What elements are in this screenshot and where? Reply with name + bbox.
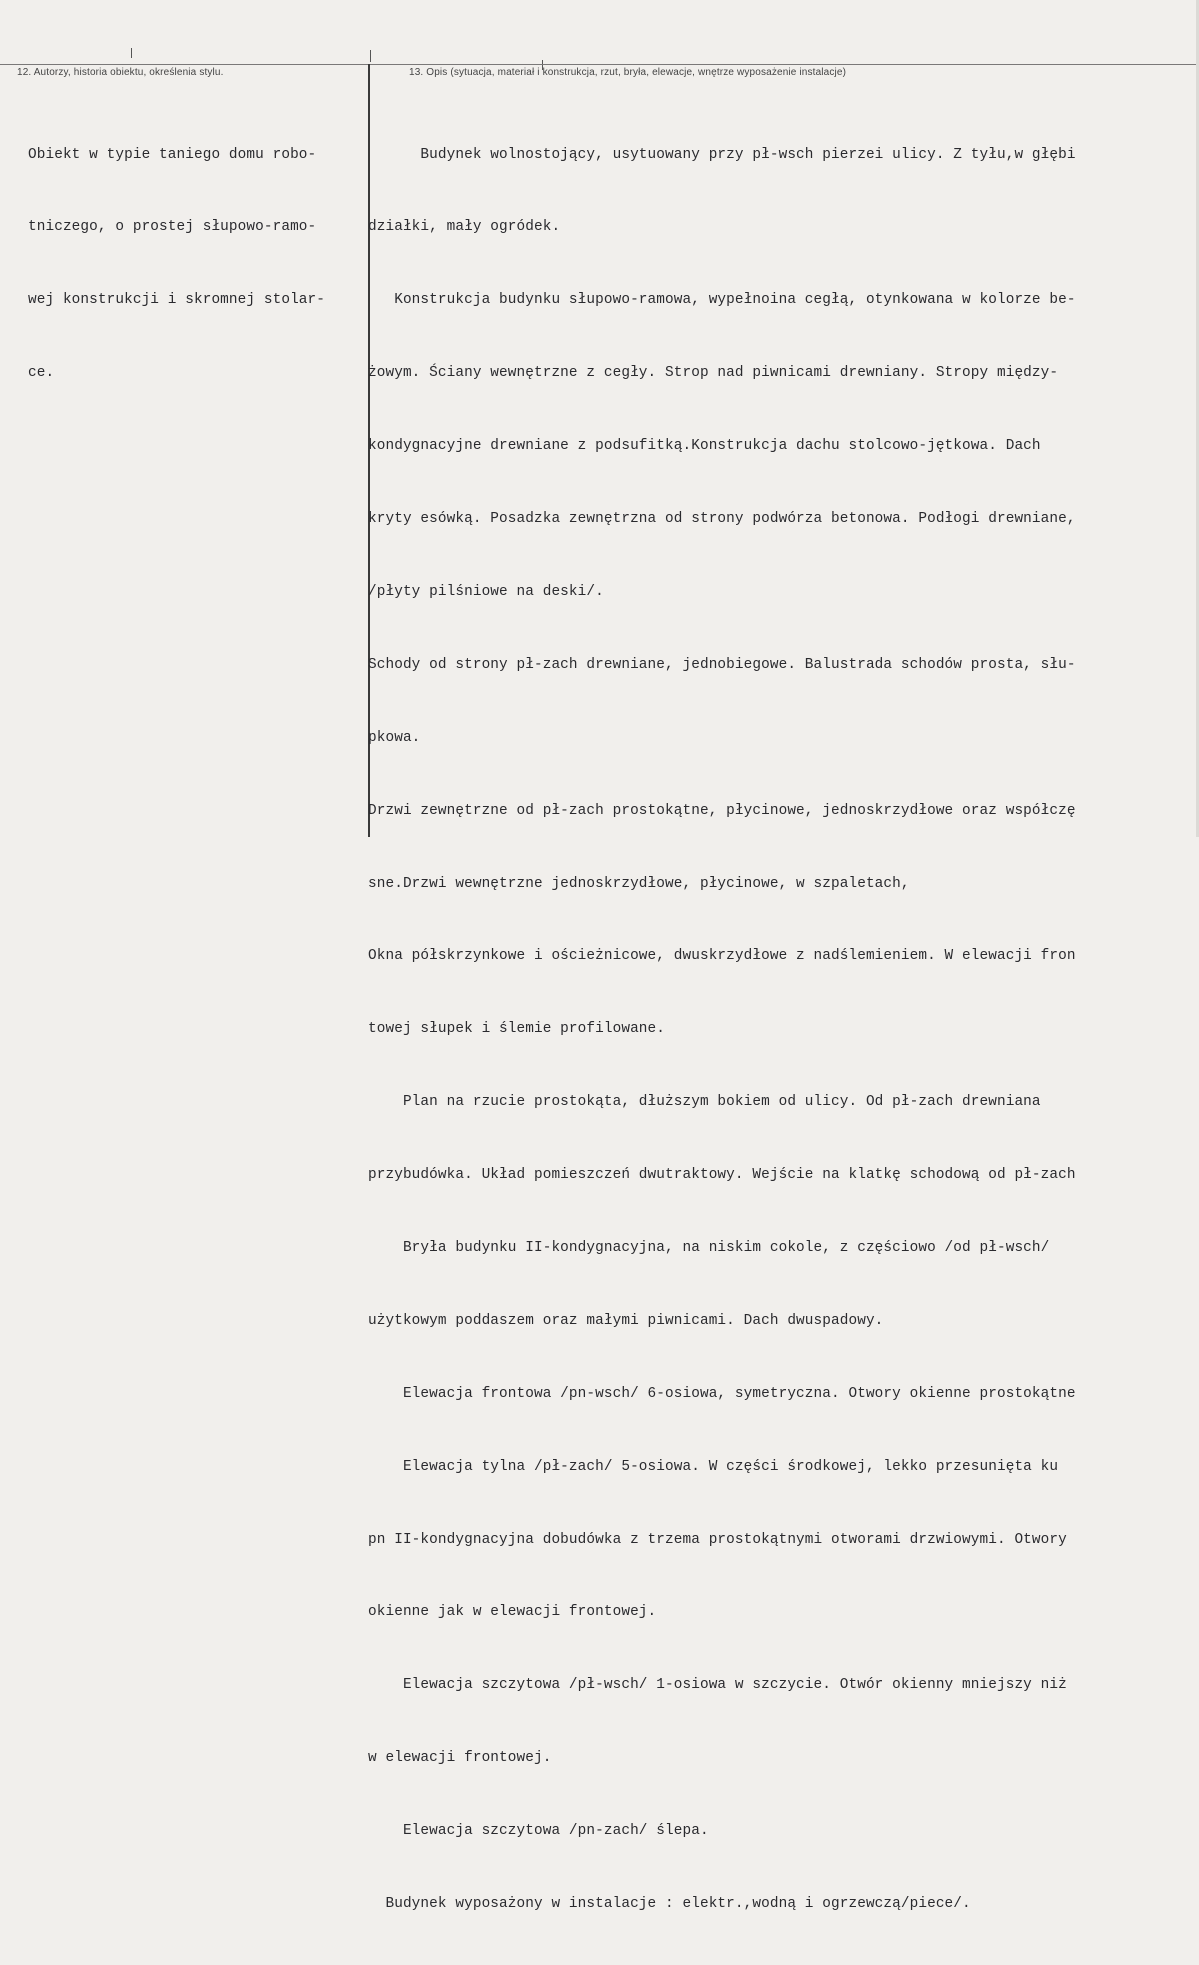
text-line: Plan na rzucie prostokąta, dłuższym bokiem od ulicy. Od pł-zach drewniana [368, 1094, 1041, 1111]
text-line: tniczego, o prostej słupowo-ramo- [28, 219, 317, 236]
section-13-header: 13. Opis (sytuacja, materiał i konstrukcja, rzut, bryła, elewacje, wnętrze wyposażenie instalacje) [409, 67, 847, 78]
text-line: pkowa. [368, 729, 421, 746]
margin-tick [370, 50, 371, 62]
text-line: Bryła budynku II-kondygnacyjna, na niskim cokole, z częściowo /od pł-wsch/ [368, 1239, 1050, 1256]
building-description-text [368, 94, 1196, 1965]
authors-history-text [28, 94, 363, 434]
text-line: sne.Drzwi wewnętrzne jednoskrzydłowe, płycinowe, w szpaletach, [368, 875, 910, 892]
margin-tick [131, 48, 132, 58]
text-line: kondygnacyjne drewniane z podsufitką.Konstrukcja dachu stolcowo-jętkowa. Dach [368, 438, 1041, 455]
text-line: ce. [28, 365, 55, 382]
text-line: Schody od strony pł-zach drewniane, jednobiegowe. Balustrada schodów prosta, słu- [368, 656, 1076, 673]
text-line: przybudówka. Układ pomieszczeń dwutraktowy. Wejście na klatkę schodową od pł-zach [368, 1167, 1076, 1184]
text-line: Budynek wolnostojący, usytuowany przy pł-wsch pierzei ulicy. Z tyłu,w głębi [368, 146, 1076, 163]
text-line: Elewacja tylna /pł-zach/ 5-osiowa. W części środkowej, lekko przesunięta ku [368, 1458, 1059, 1475]
text-line: Drzwi zewnętrzne od pł-zach prostokątne, płycinowe, jednoskrzydłowe oraz współczę [368, 802, 1076, 819]
text-line: /płyty pilśniowe na deski/. [368, 583, 604, 600]
text-line: żowym. Ściany wewnętrzne z cegły. Strop nad piwnicami drewniany. Stropy między- [368, 365, 1059, 382]
text-line: Elewacja szczytowa /pł-wsch/ 1-osiowa w szczycie. Otwór okienny mniejszy niż [368, 1677, 1067, 1694]
text-line: Budynek wyposażony w instalacje : elektr.,wodną i ogrzewczą/piece/. [368, 1895, 971, 1912]
text-line: Konstrukcja budynku słupowo-ramowa, wypełnoina cegłą, otynkowana w kolorze be- [368, 292, 1076, 309]
text-line: Elewacja szczytowa /pn-zach/ ślepa. [368, 1823, 709, 1840]
text-line: Okna półskrzynkowe i ościeżnicowe, dwuskrzydłowe z nadślemieniem. W elewacji fron [368, 948, 1076, 965]
text-line: w elewacji frontowej. [368, 1750, 552, 1767]
text-line: Elewacja frontowa /pn-wsch/ 6-osiowa, symetryczna. Otwory okienne prostokątne [368, 1385, 1076, 1402]
text-line: towej słupek i ślemie profilowane. [368, 1021, 666, 1038]
text-line: pn II-kondygnacyjna dobudówka z trzema prostokątnymi otworami drzwiowymi. Otwory [368, 1531, 1067, 1548]
text-line: Obiekt w typie taniego domu robo- [28, 146, 317, 163]
header-rule [0, 64, 1199, 65]
section-12-header: 12. Autorzy, historia obiektu, określenia stylu. [17, 67, 224, 78]
text-line: okienne jak w elewacji frontowej. [368, 1604, 657, 1621]
text-line: działki, mały ogródek. [368, 219, 561, 236]
text-line: użytkowym poddaszem oraz małymi piwnicami. Dach dwuspadowy. [368, 1312, 884, 1329]
text-line: wej konstrukcji i skromnej stolar- [28, 292, 326, 309]
text-line: kryty esówką. Posadzka zewnętrzna od strony podwórza betonowa. Podłogi drewniane, [368, 511, 1076, 528]
